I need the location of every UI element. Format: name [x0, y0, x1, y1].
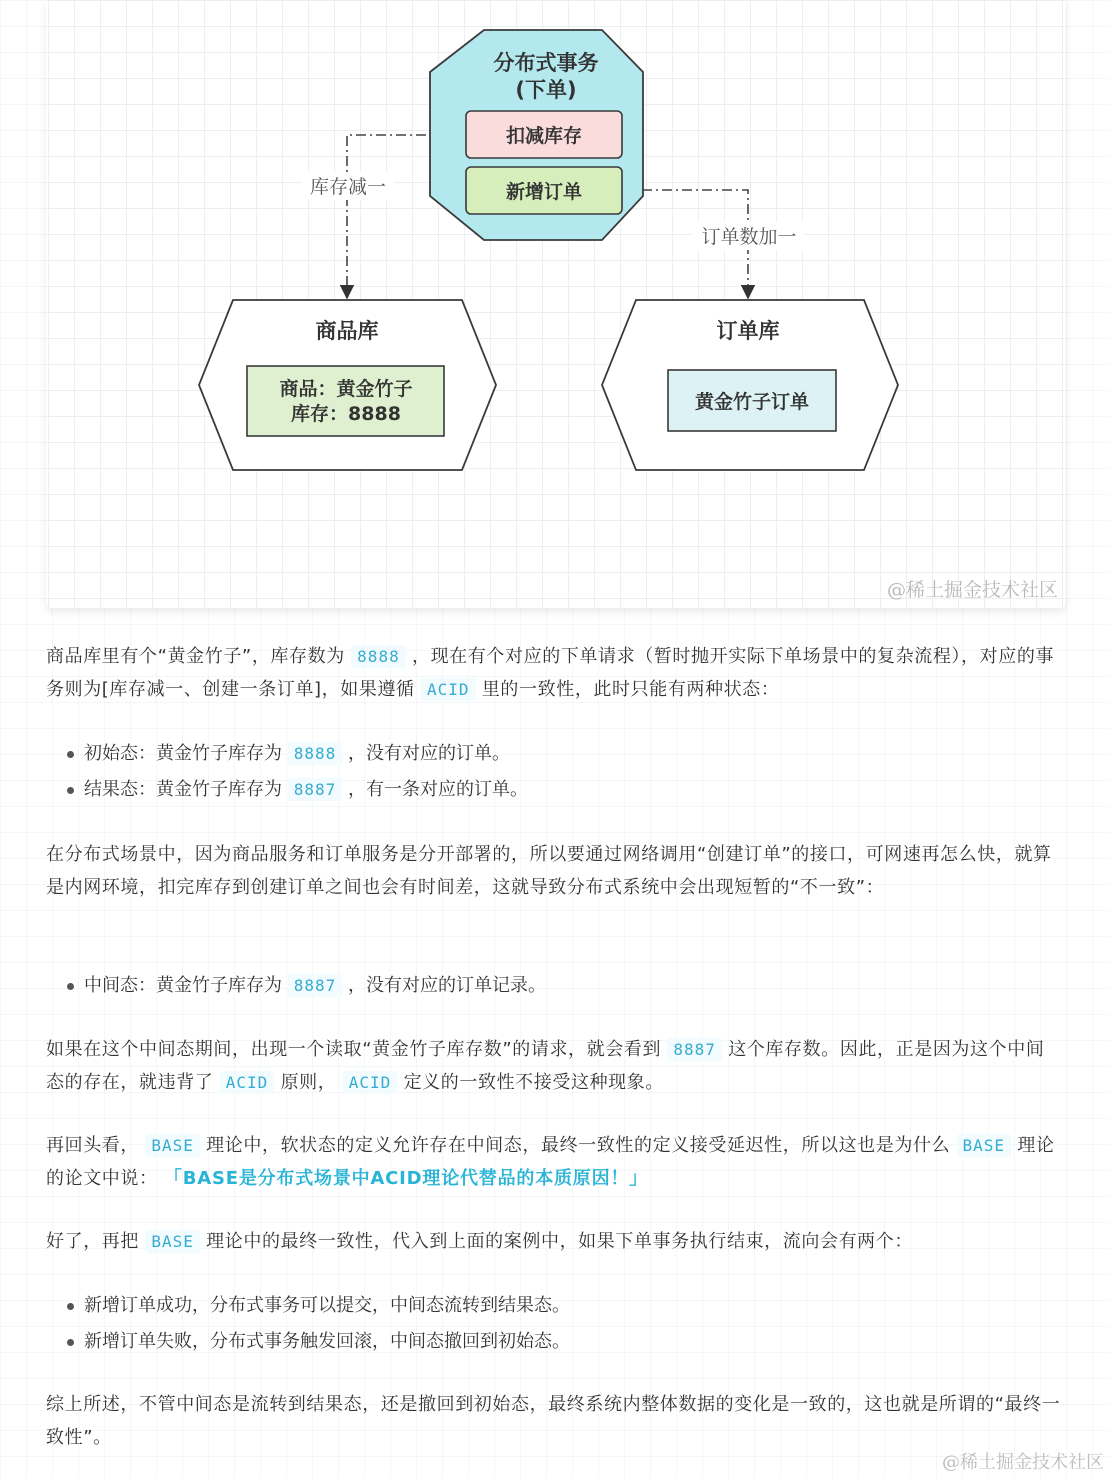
order-db-title: 订单库 — [716, 319, 780, 343]
figure-watermark: @稀土掘金技术社区 — [886, 579, 1058, 601]
state-list-acid — [64, 736, 1074, 808]
paragraph-apply-base: 好了，再把 BASE 理论中的最终一致性，代入到上面的案例中，如果下单事务执行结束，流向会有两个： — [46, 1231, 913, 1252]
product-db-hexagon — [199, 300, 496, 470]
inline-code: BASE — [145, 1134, 200, 1157]
paragraph-conclusion: 综上所述，不管中间态是流转到结果态，还是撤回到初始态，最终系统内整体数据的变化是一致的，这也就是所谓的“最终一致性”。 — [46, 1394, 1061, 1448]
product-record-name: 商品：黄金竹子 — [279, 378, 413, 400]
inline-code: ACID — [421, 678, 476, 701]
list-item-intermediate-state: 中间态：黄金竹子库存为 8887 ，没有对应的订单记录。 — [84, 968, 1074, 1004]
edge-label-left: 库存减一 — [309, 176, 387, 198]
list-item-failure: 新增订单失败，分布式事务触发回滚，中间态撤回到初始态。 — [84, 1324, 1074, 1360]
list-item-initial-state: 初始态：黄金竹子库存为 8888 ，没有对应的订单。 — [84, 736, 1074, 772]
transaction-subtitle: (下单) — [515, 78, 577, 102]
list-item-success: 新增订单成功，分布式事务可以提交，中间态流转到结果态。 — [84, 1288, 1074, 1324]
inline-code: ACID — [343, 1071, 398, 1094]
distributed-transaction-diagram — [46, 0, 1066, 608]
order-db-hexagon — [602, 300, 898, 470]
paragraph-distributed: 在分布式场景中，因为商品服务和订单服务是分开部署的，所以要通过网络调用“创建订单”的接口，可网速再怎么快，就算是内网环境，扣完库存到创建订单之间也会有时间差，这就导致分布式系统中会出现短暂的“不一致”： — [46, 844, 1052, 898]
step-deduct-stock-label: 扣减库存 — [505, 125, 583, 147]
product-record — [247, 366, 444, 436]
paragraph-violation: 如果在这个中间态期间，出现一个读取“黄金竹子库存数”的请求，就会看到 8887 这个库存数。因此，正是因为这个中间态的存在，就违背了 ACID 原则， ACID 定义的一致性不接受这种现象。 — [46, 1039, 1045, 1093]
diagram-figure — [46, 0, 1066, 608]
highlighted-quote: 「BASE是分布式场景中ACID理论代替品的本质原因！」 — [163, 1168, 649, 1189]
inline-code: BASE — [145, 1230, 200, 1253]
step-create-order-label: 新增订单 — [505, 181, 583, 203]
inline-code: 8888 — [351, 645, 406, 668]
inline-code: 8888 — [288, 742, 343, 765]
page-watermark: @稀土掘金技术社区 — [942, 1452, 1104, 1473]
paragraph-base: 再回头看， BASE 理论中，软状态的定义允许存在中间态，最终一致性的定义接受延迟性，所以这也是为什么 BASE 理论的论文中说： 「BASE是分布式场景中ACID理论代替品的本质原因！」 — [46, 1135, 1055, 1189]
inline-code: ACID — [220, 1071, 275, 1094]
transaction-octagon — [430, 30, 643, 240]
list-item-result-state: 结果态：黄金竹子库存为 8887 ，有一条对应的订单。 — [84, 772, 1074, 808]
edge-label-right: 订单数加一 — [701, 226, 797, 248]
state-list-intermediate — [64, 968, 1074, 1004]
inline-code: 8887 — [288, 778, 343, 801]
product-db-title: 商品库 — [315, 319, 379, 343]
inline-code: 8887 — [667, 1038, 722, 1061]
outcome-list — [64, 1288, 1074, 1360]
paragraph-intro: 商品库里有个“黄金竹子”，库存数为 8888 ，现在有个对应的下单请求（暂时抛开实际下单场景中的复杂流程），对应的事务则为[库存减一、创建一条订单]，如果遵循 ACID 里的一致性，此时只能有两种状态： — [46, 646, 1055, 700]
inline-code: BASE — [957, 1134, 1012, 1157]
order-record-label: 黄金竹子订单 — [694, 391, 810, 413]
product-record-stock: 库存：8888 — [291, 403, 401, 425]
transaction-title: 分布式事务 — [493, 51, 599, 75]
inline-code: 8887 — [288, 974, 343, 997]
